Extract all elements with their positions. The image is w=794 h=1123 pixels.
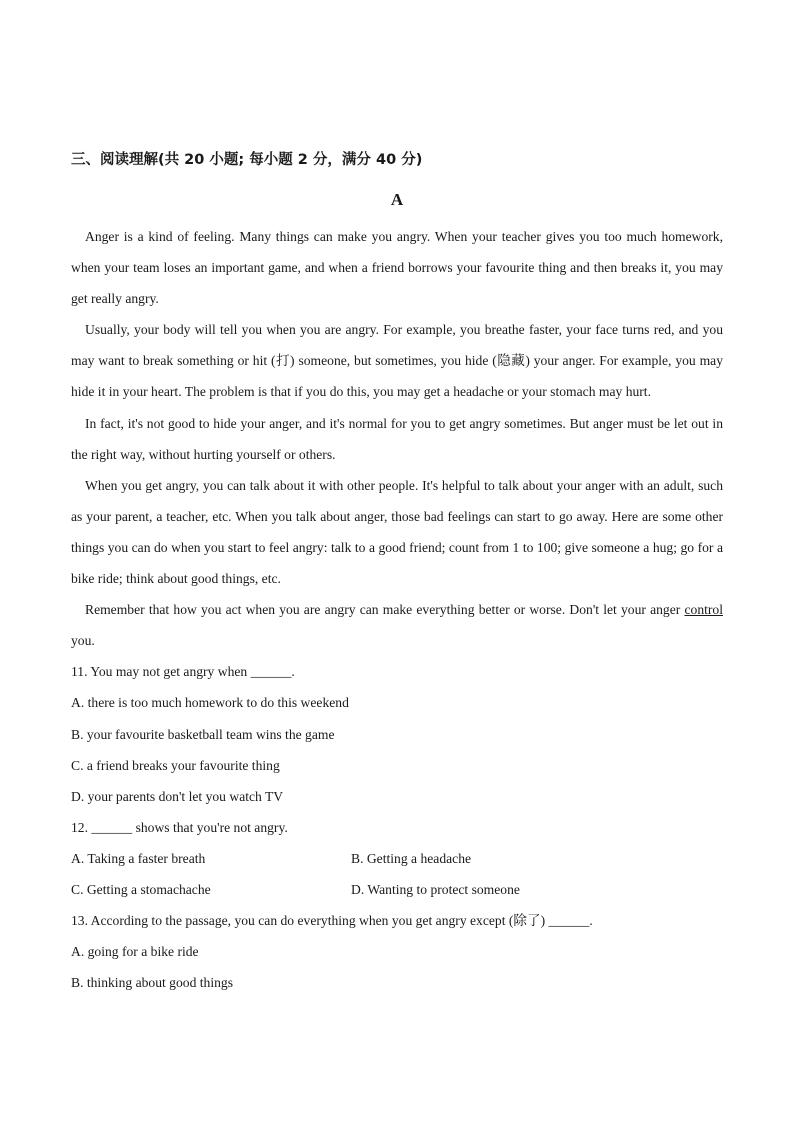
- question-12-option-a: A. Taking a faster breath: [71, 850, 206, 866]
- paragraph-5-text-before: Remember that how you act when you are angry can make everything better or worse. Don't let your anger: [85, 602, 685, 618]
- question-12-options-row-2: [71, 874, 723, 905]
- question-12-stem: 12. ______ shows that you're not angry.: [71, 819, 288, 835]
- paragraph-3: In fact, it's not good to hide your anger, and it's normal for you to get angry sometimes. But anger must be let out in the right way, without hurting yourself or others.: [71, 415, 723, 462]
- question-11-option-a: A. there is too much homework to do this weekend: [71, 695, 349, 711]
- question-12-option-d: D. Wanting to protect someone: [351, 881, 520, 897]
- question-12-options-row-1: [71, 843, 723, 874]
- underlined-word: control: [684, 602, 723, 618]
- question-13-stem: 13. According to the passage, you can do everything when you get angry except (除了) ______.: [71, 913, 593, 929]
- paragraph-5-text-after: you.: [71, 633, 95, 649]
- paragraph-5: [71, 594, 723, 656]
- paragraph-4: When you get angry, you can talk about it with other people. It's helpful to talk about your anger with an adult, such as your parent, a teacher, etc. When you talk about anger, those bad feelings can start to go away. Here are some other things you can do when you start to feel angry: talk to a good friend; count from 1 to 100; give someone a hug; go for a bike ride; think about good things, etc.: [71, 477, 723, 587]
- question-13-option-a: A. going for a bike ride: [71, 944, 199, 960]
- question-11-option-c: C. a friend breaks your favourite thing: [71, 757, 280, 773]
- passage-body: [71, 221, 723, 998]
- question-12-option-c: C. Getting a stomachache: [71, 881, 211, 897]
- question-11-option-b: B. your favourite basketball team wins the game: [71, 726, 335, 742]
- question-12-option-b: B. Getting a headache: [351, 850, 472, 866]
- question-13-option-b: B. thinking about good things: [71, 975, 233, 991]
- paragraph-1: Anger is a kind of feeling. Many things can make you angry. When your teacher gives you too much homework, when your team loses an important game, and when a friend borrows your favourite thing and then breaks it, you may get really angry.: [71, 229, 723, 307]
- passage-title: A: [390, 190, 404, 209]
- section-heading: 三、阅读理解(共 20 小题; 每小题 2 分，满分 40 分): [71, 152, 423, 168]
- question-11-stem: 11. You may not get angry when ______.: [71, 664, 295, 680]
- paragraph-2: Usually, your body will tell you when you are angry. For example, you breathe faster, your face turns red, and you may want to break something or hit (打) someone, but sometimes, you hide (隐藏) your anger. For example, you may hide it in your heart. The problem is that if you do this, you may get a headache or your stomach may hurt.: [71, 322, 723, 400]
- question-11-option-d: D. your parents don't let you watch TV: [71, 788, 284, 804]
